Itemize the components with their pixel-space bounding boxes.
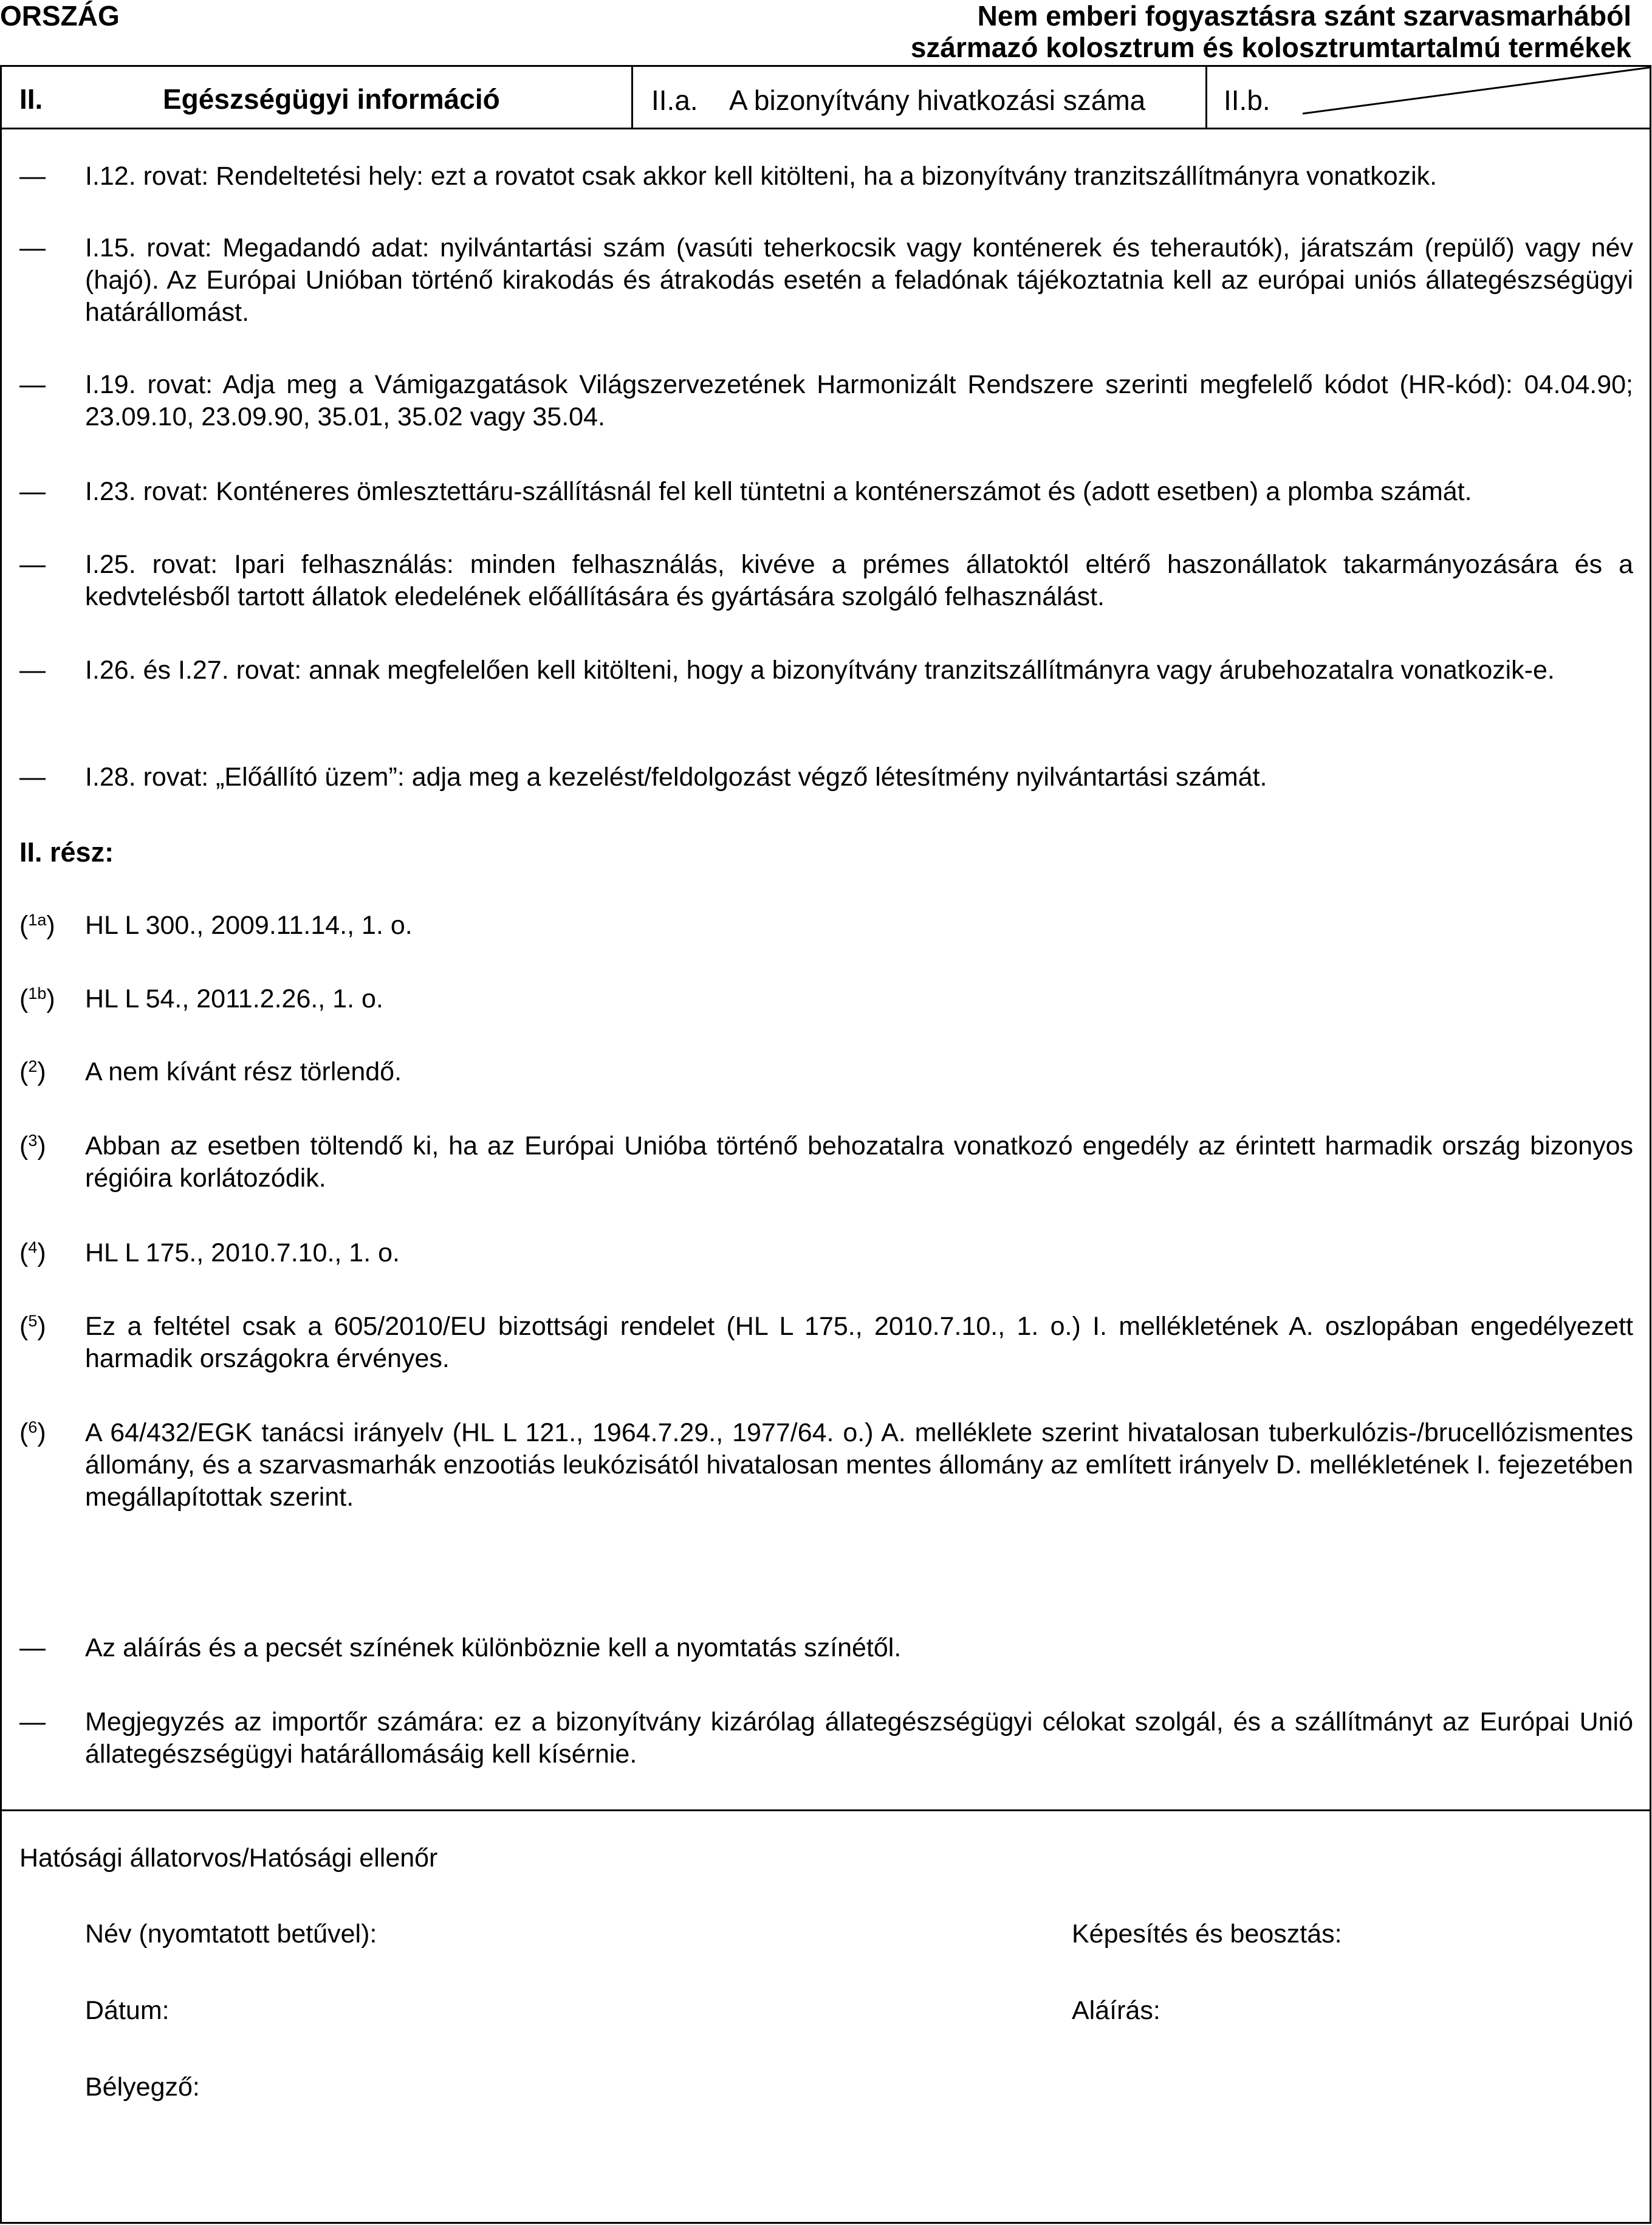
iib-code: II.b. [1224,84,1270,116]
note-item: I.12. rovat: Rendeltetési hely: ezt a rovatot csak akkor kell kitölteni, ha a bizonyítvány tranzitszállítmányra vonatkozik. [85,162,1438,191]
footnote-item: HL L 54., 2011.2.26., 1. o. [85,984,383,1013]
note-marker: — [19,763,46,792]
document-title [911,0,1631,63]
footnote-item: Abban az esetben töltendő ki, ha az Európai Unióba történő behozatalra vonatkozó engedély az érintett harmadik ország bizonyos régióira korlátozódik. [85,1131,1633,1193]
signature-block-divider [0,1809,1650,1811]
footnote-number: ($^6$) [19,1418,46,1447]
closing-note-marker: — [19,1707,46,1736]
note-item: I.26. és I.27. rovat: annak megfelelően kell kitölteni, hogy a bizonyítvány tranzitszállítmányra vagy árubehozatalra vonatkozik-e. [85,656,1555,685]
footnote-number: ($^2$) [19,1057,46,1086]
note-item: I.25. rovat: Ipari felhasználás: minden felhasználás, kivéve a prémes állatoktól eltérő haszonállatok takarmányozására és a kedvtelésből tartott állatok eledelének előállítására és gyártására szolgáló felhasználást. [85,550,1633,611]
closing-note-marker: — [19,1633,46,1662]
note-item: I.15. rovat: Megadandó adat: nyilvántartási szám (vasúti teherkocsik vagy konténerek és teherautók), járatszám (repülő) vagy név (hajó). Az Európai Unióban történő kirakodás és átrakodás esetén a feladónak tájékoztatnia kell az európai uniós állategészségügyi határállomást. [85,233,1633,327]
stamp-label: Bélyegző: [85,2072,200,2102]
footnote-item: HL L 175., 2010.7.10., 1. o. [85,1238,400,1267]
note-marker: — [19,656,46,685]
part2-heading: II. rész: [19,837,114,868]
name-label: Név (nyomtatott betűvel): [85,1919,377,1949]
section-row-separator-1 [631,65,633,129]
qualification-label: Képesítés és beosztás: [1072,1919,1342,1949]
note-item: I.19. rovat: Adja meg a Vámigazgatások Világszervezetének Harmonizált Rendszere szerinti megfelelő kódot (HR-kód): 04.04.90; 23.09.10, 23.09.90, 35.01, 35.02 vagy 35.04. [85,370,1633,431]
country-label: ORSZÁG [0,0,120,32]
date-label: Dátum: [85,1996,170,2025]
closing-note-item: Megjegyzés az importőr számára: ez a bizonyítvány kizárólag állategészségügyi célokat szolgál, és a szállítmányt az Európai Unió állategészségügyi határállomásáig kell kísérnie. [85,1707,1633,1769]
note-marker: — [19,550,46,579]
note-marker: — [19,162,46,191]
note-marker: — [19,370,46,399]
note-marker: — [19,477,46,506]
footnote-number: ($^4$) [19,1238,46,1267]
iib-diagonal-line [1205,65,1650,129]
document-title-line-2: származó kolosztrum és kolosztrumtartalmú termékek [910,32,1631,63]
part-number: II. [19,83,43,115]
footnote-item: A 64/432/EGK tanácsi irányelv (HL L 121., 1964.7.29., 1977/64. o.) A. melléklete szerint hivatalosan tuberkulózis-/brucellózismentes állomány, és a szarvasmarhák enzootiás leukózisától hivatalosan mentes állomány az említett irányelv D. mellékletének I. fejezetében megállapítottak szerint. [85,1418,1633,1512]
part-title: Egészségügyi információ [163,83,500,115]
note-item: I.23. rovat: Konténeres ömlesztettáru-szállításnál fel kell tüntetni a konténerszámot és (adott esetben) a plomba számát. [85,477,1472,506]
ref-label: A bizonyítvány hivatkozási száma [729,84,1146,116]
note-marker: — [19,233,46,262]
footnote-number: ($^{1b}$) [19,984,55,1013]
ref-code: II.a. [651,84,698,116]
footnote-number: ($^{1a}$) [19,911,55,940]
footnote-item: HL L 300., 2009.11.14., 1. o. [85,911,413,940]
footnote-number: ($^5$) [19,1312,46,1341]
closing-note-item: Az aláírás és a pecsét színének különböznie kell a nyomtatás színétől. [85,1633,902,1662]
signature-heading: Hatósági állatorvos/Hatósági ellenőr [19,1843,438,1873]
footnote-item: Ez a feltétel csak a 605/2010/EU bizottsági rendelet (HL L 175., 2010.7.10., 1. o.) I. mellékletének A. oszlopában engedélyezett harmadik országokra érvényes. [85,1312,1633,1373]
note-item: I.28. rovat: „Előállító üzem”: adja meg a kezelést/feldolgozást végző létesítmény nyilvántartási számát. [85,763,1267,792]
document-title-line-1: Nem emberi fogyasztásra szánt szarvasmarhából [977,0,1631,32]
signature-label: Aláírás: [1072,1996,1160,2025]
footnote-item: A nem kívánt rész törlendő. [85,1057,402,1086]
footnote-number: ($^3$) [19,1131,46,1160]
